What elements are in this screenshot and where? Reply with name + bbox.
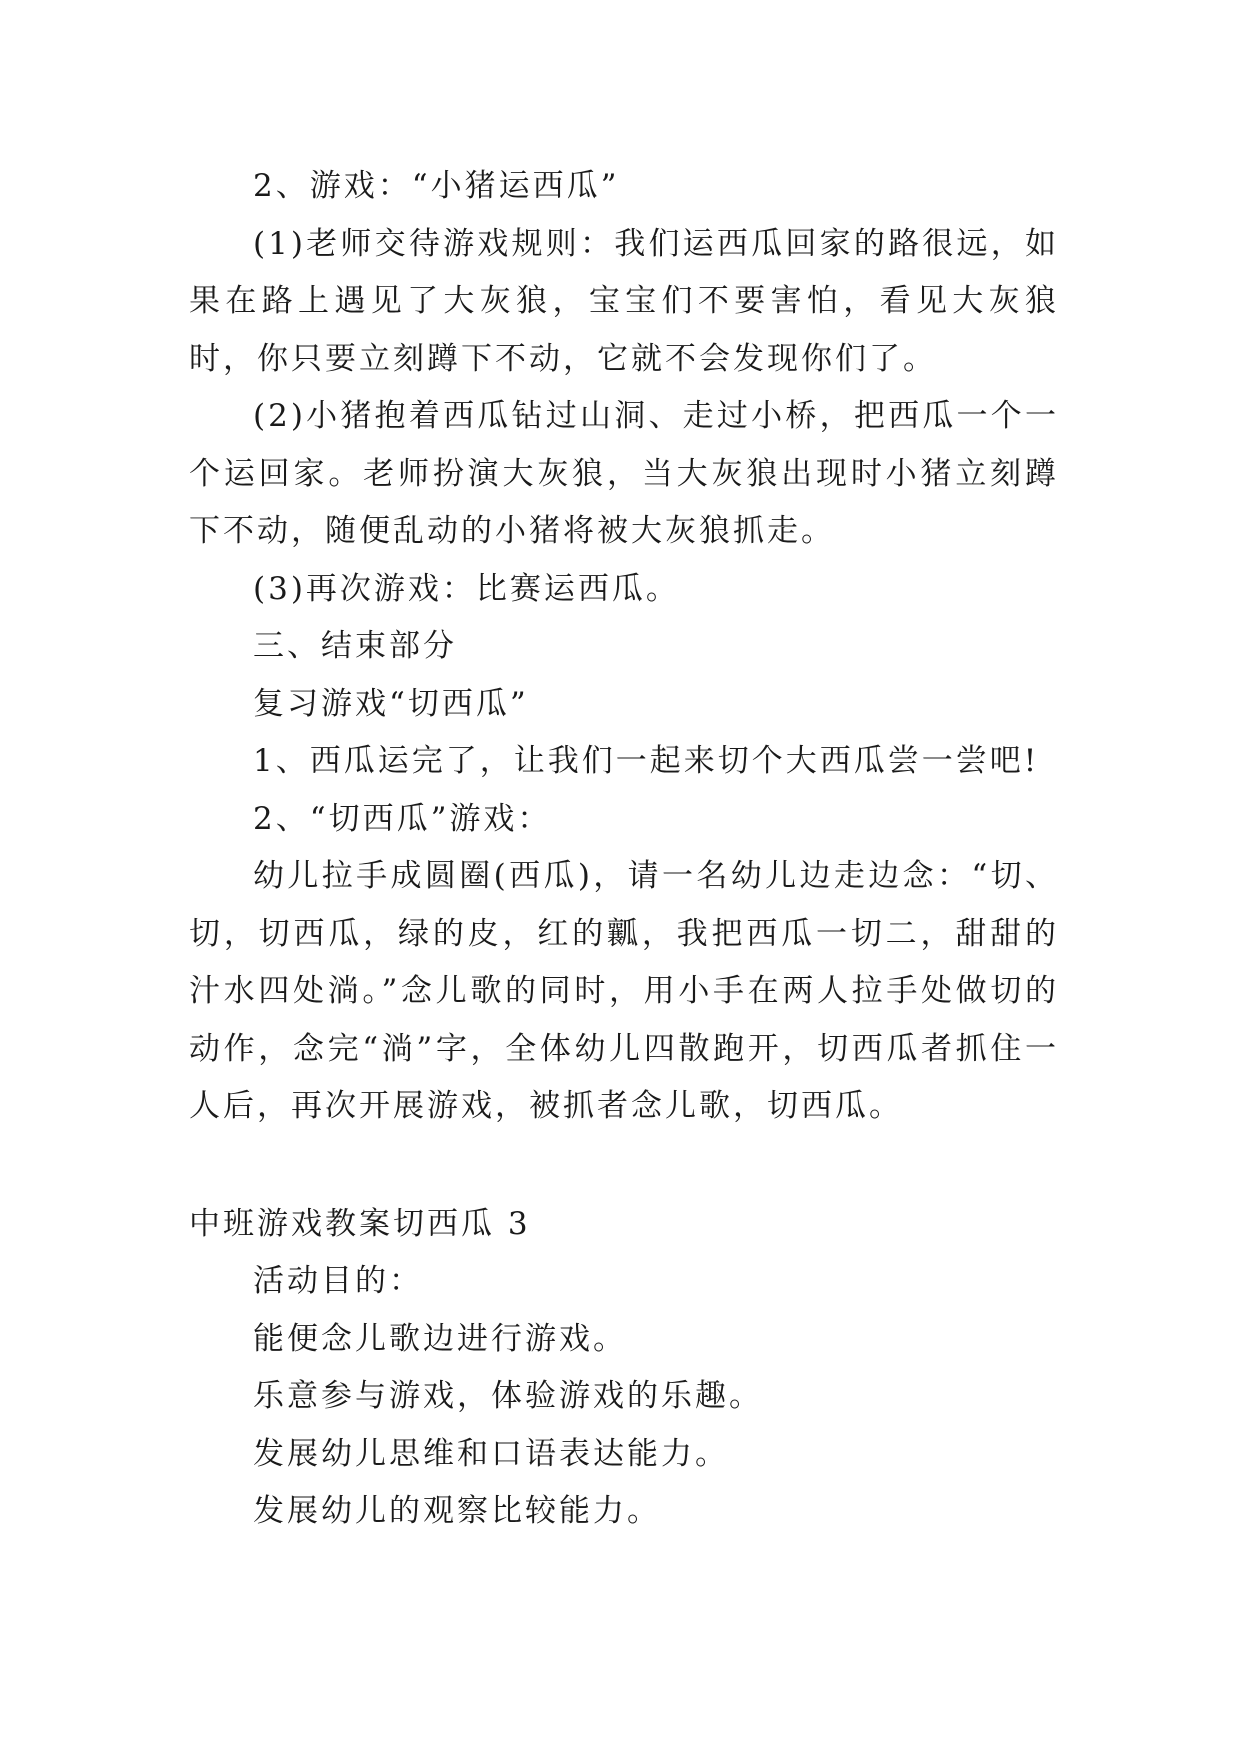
game-description: 幼儿拉手成圆圈(西瓜)，请一名幼儿边走边念：“切、切，切西瓜，绿的皮，红的瓤，我把西瓜一切二，甜甜的汁水四处淌。”念儿歌的同时，用小手在两人拉手处做切的动作，念完“淌”字，全体幼儿四散跑开，切西瓜者抓住一人后，再次开展游戏，被抓者念儿歌，切西瓜。 — [189, 858, 1059, 1124]
document-body — [189, 158, 1059, 1541]
lesson-plan-title: 中班游戏教案切西瓜 3 — [189, 1205, 531, 1242]
goals-label: 活动目的： — [253, 1263, 423, 1299]
review-game-title: 复习游戏“切西瓜” — [253, 685, 529, 722]
rule-step-2: (2)小猪抱着西瓜钻过山洞、走过小桥，把西瓜一个一个运回家。老师扮演大灰狼，当大灰狼出现时小猪立刻蹲下不动，随便乱动的小猪将被大灰狼抓走。 — [189, 398, 1059, 549]
section-spacer — [189, 1136, 1059, 1196]
ending-section-title: 三、结束部分 — [253, 628, 457, 664]
goal-4: 发展幼儿的观察比较能力。 — [253, 1493, 661, 1529]
goal-2: 乐意参与游戏，体验游戏的乐趣。 — [253, 1378, 763, 1414]
ending-item-1: 1、西瓜运完了，让我们一起来切个大西瓜尝一尝吧! — [253, 743, 1040, 779]
rule-step-1: (1)老师交待游戏规则：我们运西瓜回家的路很远，如果在路上遇见了大灰狼，宝宝们不要害怕，看见大灰狼时，你只要立刻蹲下不动，它就不会发现你们了。 — [189, 225, 1059, 377]
game2-title: 2、游戏：“小猪运西瓜” — [253, 168, 620, 204]
ending-item-2: 2、“切西瓜”游戏： — [253, 800, 552, 837]
goal-3: 发展幼儿思维和口语表达能力。 — [253, 1435, 729, 1472]
rule-step-3: (3)再次游戏：比赛运西瓜。 — [253, 570, 680, 607]
goal-1: 能便念儿歌边进行游戏。 — [253, 1320, 627, 1357]
